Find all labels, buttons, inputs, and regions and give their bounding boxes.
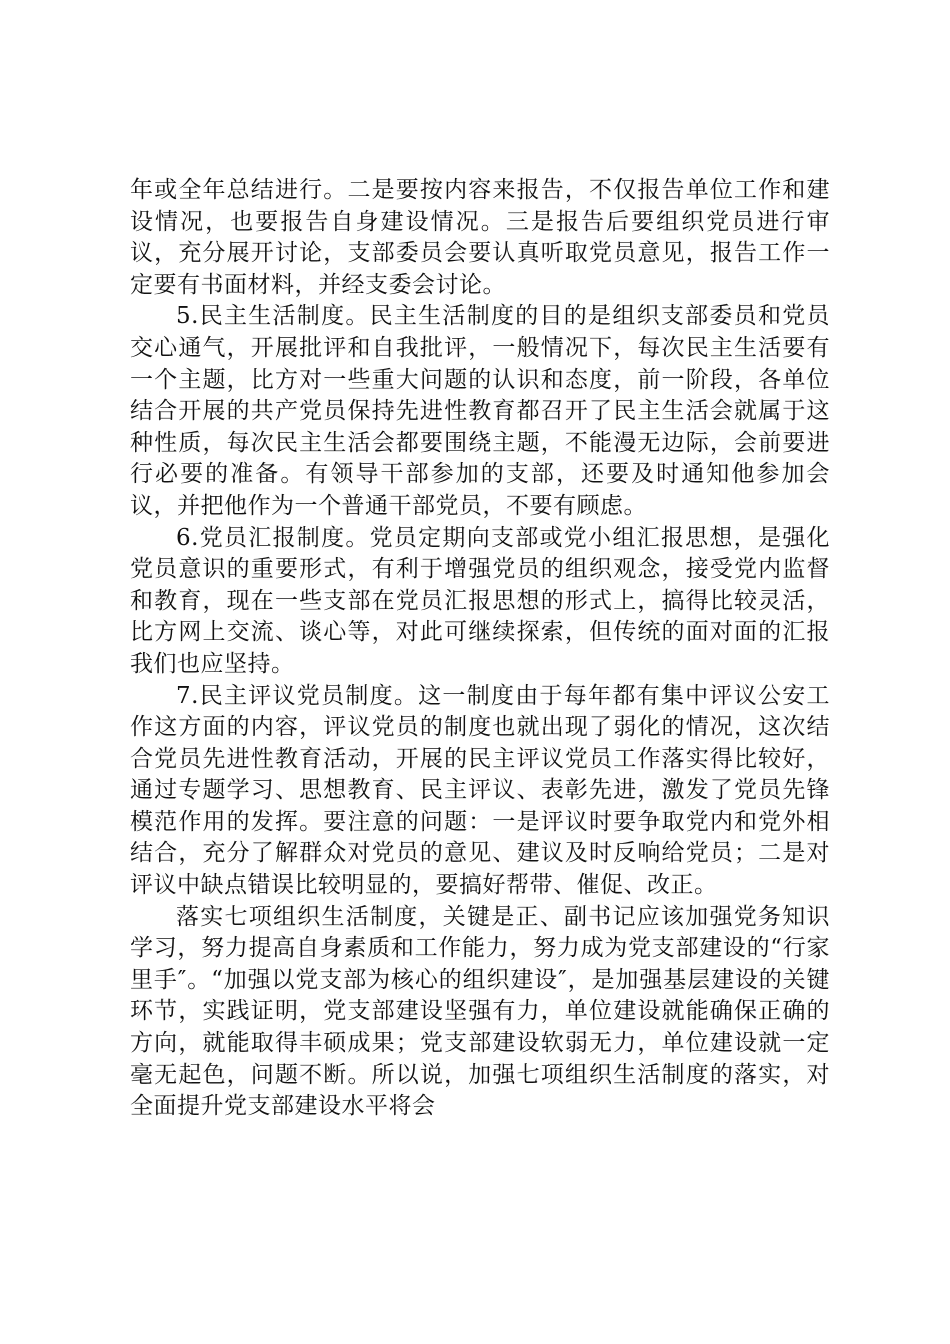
document-body	[130, 175, 830, 1123]
paragraph-democratic-life-system: 5.民主生活制度。民主生活制度的目的是组织支部委员和党员交心通气，开展批评和自我批评，一般情况下，每次民主生活要有一个主题，比方对一些重大问题的认识和态度，前一阶段，各单位结合开展的共产党员保持先进性教育都召开了民主生活会就属于这种性质，每次民主生活会都要围绕主题，不能漫无边际，会前要进行必要的准备。有领导干部参加的支部，还要及时通知他参加会议，并把他作为一个普通干部党员，不要有顾虑。	[130, 303, 830, 519]
paragraph-continued: 年或全年总结进行。二是要按内容来报告，不仅报告单位工作和建设情况，也要报告自身建设情况。三是报告后要组织党员进行审议，充分展开讨论，支部委员会要认真听取党员意见，报告工作一定要有书面材料，并经支委会讨论。	[130, 177, 830, 298]
paragraph-conclusion: 落实七项组织生活制度，关键是正、副书记应该加强党务知识学习，努力提高自身素质和工作能力，努力成为党支部建设的“行家里手″。“加强以党支部为核心的组织建设″，是加强基层建设的关键环节，实践证明，党支部建设坚强有力，单位建设就能确保正确的方向，就能取得丰硕成果；党支部建设软弱无力，单位建设就一定毫无起色，问题不断。所以说，加强七项组织生活制度的落实，对全面提升党支部建设水平将会	[130, 903, 830, 1120]
paragraph-democratic-appraisal-system: 7.民主评议党员制度。这一制度由于每年都有集中评议公安工作这方面的内容，评议党员的制度也就出现了弱化的情况，这次结合党员先进性教育活动，开展的民主评议党员工作落实得比较好，通过专题学习、思想教育、民主评议、表彰先进，激发了党员先锋模范作用的发挥。要注意的问题：一是评议时要争取党内和党外相结合，充分了解群众对党员的意见、建议及时反响给党员；二是对评议中缺点错误比较明显的，要搞好帮带、催促、改正。	[130, 682, 830, 899]
paragraph-member-report-system: 6.党员汇报制度。党员定期向支部或党小组汇报思想，是强化党员意识的重要形式，有利于增强党员的组织观念，接受党内监督和教育，现在一些支部在党员汇报思想的形式上，搞得比较灵活，比方网上交流、谈心等，对此可继续探索，但传统的面对面的汇报我们也应坚持。	[130, 524, 830, 677]
